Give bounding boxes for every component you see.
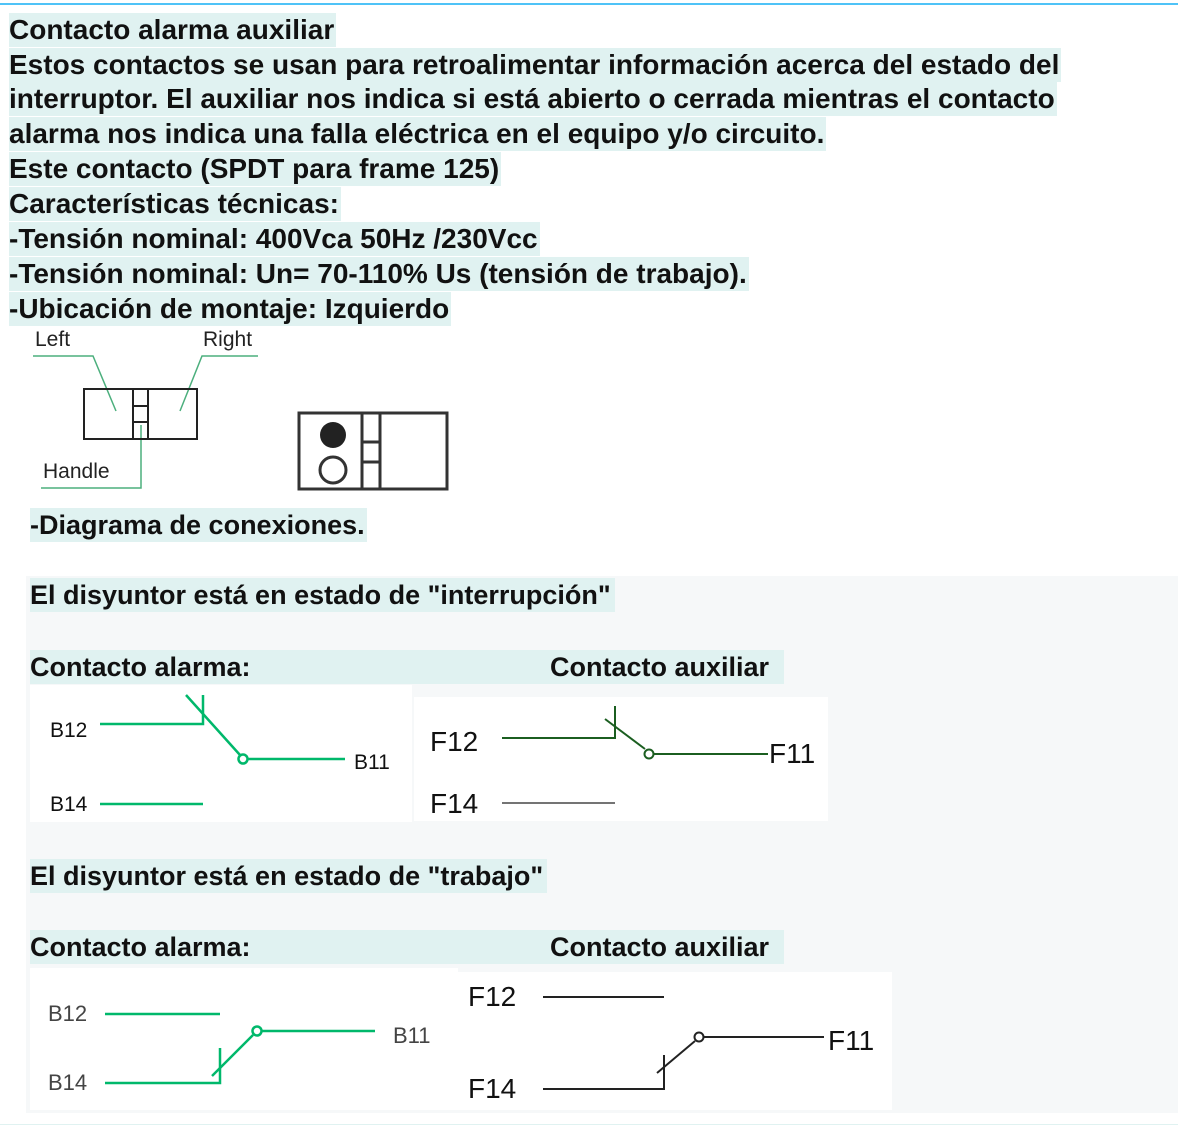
alarm-contact-working (30, 968, 458, 1110)
paragraph-line: interruptor. El auxiliar nos indica si está abierto o cerrada mientras el contacto (9, 83, 1055, 114)
svg-text:B14: B14 (48, 1070, 88, 1095)
svg-text:B11: B11 (393, 1023, 431, 1048)
state-heading-interruption: El disyuntor está en estado de "interrupción" (30, 578, 615, 612)
svg-text:F11: F11 (828, 1025, 875, 1056)
svg-text:F14: F14 (430, 788, 479, 819)
spec-item: -Ubicación de montaje: Izquierdo (9, 293, 450, 324)
label-handle: Handle (43, 460, 110, 483)
aux-label: Contacto auxiliar (550, 932, 770, 962)
doc-title: Contacto alarma auxiliar (9, 14, 335, 45)
svg-text:B12: B12 (48, 1001, 88, 1026)
svg-text:B12: B12 (50, 719, 88, 742)
bottom-border (0, 1124, 1178, 1125)
spdt-line: Este contacto (SPDT para frame 125) (9, 153, 500, 184)
state-heading-working: El disyuntor está en estado de "trabajo" (30, 859, 547, 893)
aux-label: Contacto auxiliar (550, 652, 770, 682)
paragraph-line: Estos contactos se usan para retroalimentar información acerca del estado del (9, 49, 1060, 80)
specs-heading: Características técnicas: (9, 188, 339, 219)
svg-text:F12: F12 (468, 981, 517, 1012)
svg-text:F11: F11 (769, 738, 816, 769)
alarm-contact-interruption (30, 685, 412, 822)
top-border (0, 3, 1178, 5)
aux-contact-working (458, 972, 892, 1110)
alarm-label: Contacto alarma: (30, 650, 784, 684)
spec-item: -Tensión nominal: 400Vca 50Hz /230Vcc (9, 223, 538, 254)
svg-text:F12: F12 (430, 726, 479, 757)
spec-item: -Tensión nominal: Un= 70-110% Us (tensión de trabajo). (9, 258, 747, 289)
paragraph-line: alarma nos indica una falla eléctrica en el equipo y/o circuito. (9, 118, 825, 149)
diagram-heading: -Diagrama de conexiones. (30, 510, 365, 540)
left-mount-icon (296, 410, 452, 494)
svg-text:B14: B14 (50, 793, 88, 816)
svg-text:F14: F14 (468, 1073, 517, 1104)
label-right: Right (203, 328, 253, 351)
mount-location-diagram (30, 325, 270, 495)
aux-contact-interruption (414, 697, 828, 821)
alarm-label: Contacto alarma: (30, 930, 784, 964)
svg-text:B11: B11 (354, 751, 390, 774)
label-left: Left (35, 328, 71, 351)
